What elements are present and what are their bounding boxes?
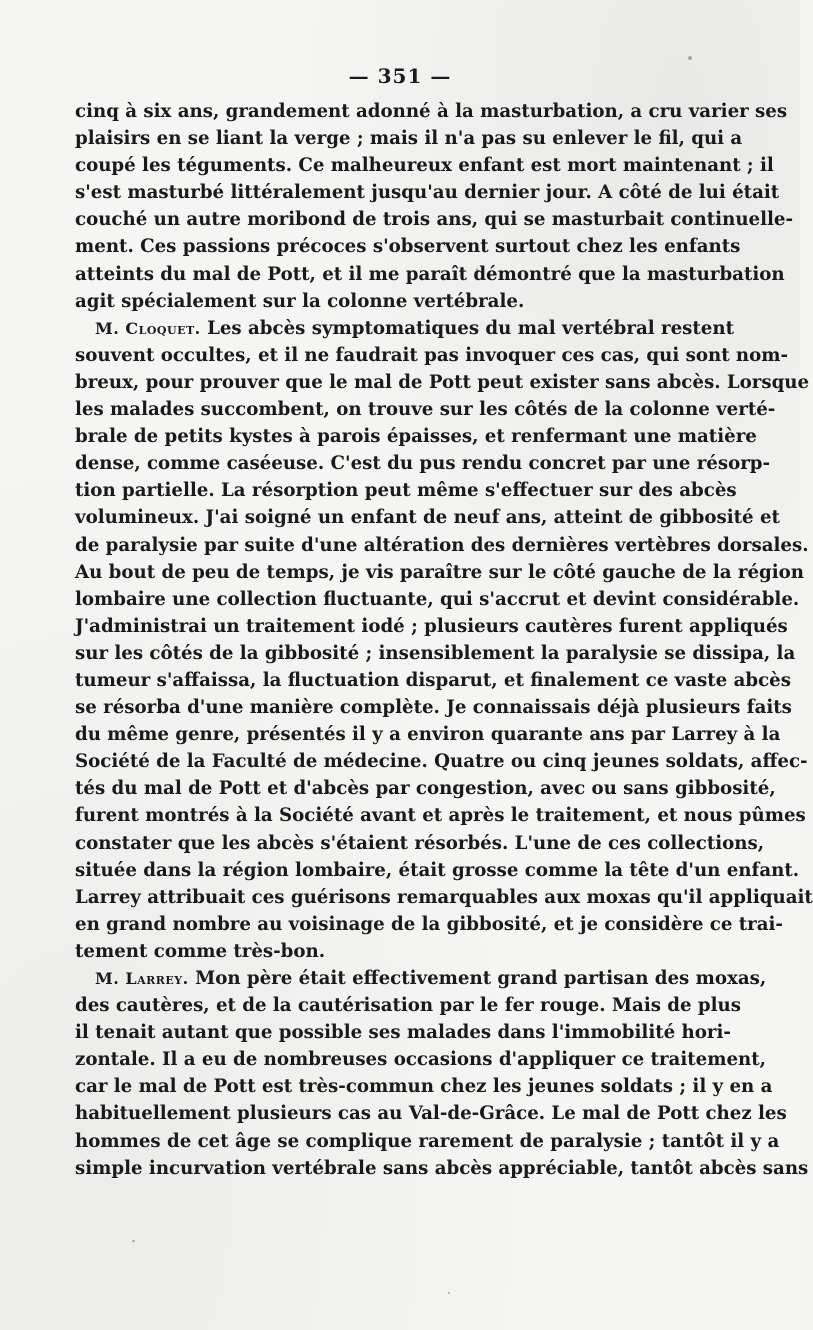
text-line: dense, comme caséeuse. C'est du pus rendu concret par une résorp- (75, 453, 771, 475)
text-line: souvent occultes, et il ne faudrait pas invoquer ces cas, qui sont nom- (75, 344, 789, 366)
scan-speck (132, 1240, 135, 1242)
speaker-line (75, 315, 734, 342)
text-line: coupé les téguments. Ce malheureux enfant est mort maintenant ; il (75, 155, 774, 177)
text-line: de paralysie par suite d'une altération des dernières vertèbres dorsales. (75, 534, 809, 556)
text-fragment: Les abcès symptomatiques du mal vertébral restent (207, 317, 734, 339)
text-line: plaisirs en se liant la verge ; mais il n'a pas su enlever le fil, qui a (75, 128, 743, 150)
text-line: sur les côtés de la gibbosité ; insensiblement la paralysie se dissipa, la (75, 642, 796, 664)
text-line: car le mal de Pott est très-commun chez les jeunes soldats ; il y en a (75, 1076, 773, 1098)
speaker-name: M. Cloquet. (95, 318, 201, 338)
text-line: habituellement plusieurs cas au Val-de-Grâce. Le mal de Pott chez les (75, 1103, 787, 1125)
text-line: Larrey attribuait ces guérisons remarquables aux moxas qu'il appliquait (75, 886, 813, 908)
text-line: située dans la région lombaire, était grosse comme la tête d'un enfant. (75, 859, 800, 881)
page-number: — 351 — (348, 64, 452, 88)
scan-speck (448, 1292, 450, 1294)
text-line: il tenait autant que possible ses malades dans l'immobilité hori- (75, 1022, 731, 1044)
text-line: zontale. Il a eu de nombreuses occasions d'appliquer ce traitement, (75, 1049, 766, 1071)
text-line: du même genre, présentés il y a environ quarante ans par Larrey à la (75, 724, 781, 746)
text-line: tumeur s'affaissa, la fluctuation disparut, et finalement ce vaste abcès (75, 669, 791, 691)
text-line: en grand nombre au voisinage de la gibbosité, et je considère ce trai- (75, 913, 783, 935)
text-fragment: Mon père était effectivement grand partisan des moxas, (195, 968, 767, 989)
text-line: les malades succombent, on trouve sur les côtés de la colonne verté- (75, 399, 776, 421)
text-line: des cautères, et de la cautérisation par le fer rouge. Mais de plus (75, 995, 742, 1017)
text-line: cinq à six ans, grandement adonné à la masturbation, a cru varier ses (75, 101, 788, 122)
text-line: s'est masturbé littéralement jusqu'au dernier jour. A côté de lui était (75, 182, 780, 204)
speaker-line (75, 965, 767, 992)
text-line: J'administrai un traitement iodé ; plusieurs cautères furent appliqués (75, 615, 788, 637)
text-line: ment. Ces passions précoces s'observent surtout chez les enfants (75, 236, 741, 258)
scan-speck (476, 268, 478, 271)
text-line: se résorba d'une manière complète. Je connaissais déjà plusieurs faits (75, 697, 792, 719)
text-line: lombaire une collection fluctuante, qui s'accrut et devint considérable. (75, 588, 800, 610)
text-line: Société de la Faculté de médecine. Quatre ou cinq jeunes soldats, affec- (75, 751, 808, 773)
speaker-name: M. Larrey. (95, 969, 189, 988)
text-line: atteints du mal de Pott, et il me paraît démontré que la masturbation (75, 263, 785, 285)
text-line: Au bout de peu de temps, je vis paraître sur le côté gauche de la région (75, 561, 804, 583)
text-line: brale de petits kystes à parois épaisses, et renfermant une matière (75, 426, 757, 448)
scan-speck (688, 56, 692, 60)
text-line: agit spécialement sur la colonne vertébrale. (75, 290, 525, 312)
text-line: couché un autre moribond de trois ans, qui se masturbait continuelle- (75, 209, 794, 231)
text-line: hommes de cet âge se complique rarement de paralysie ; tantôt il y a (75, 1130, 780, 1152)
text-line: tés du mal de Pott et d'abcès par congestion, avec ou sans gibbosité, (75, 778, 776, 800)
text-line: tion partielle. La résorption peut même s'effectuer sur des abcès (75, 480, 737, 502)
body-text (75, 98, 813, 1182)
text-line: volumineux. J'ai soigné un enfant de neuf ans, atteint de gibbosité et (75, 507, 780, 529)
text-line: constater que les abcès s'étaient résorbés. L'une de ces collections, (75, 832, 765, 854)
text-line: furent montrés à la Société avant et après le traitement, et nous pûmes (75, 805, 806, 827)
text-line: simple incurvation vertébrale sans abcès appréciable, tantôt abcès sans (75, 1157, 809, 1179)
text-line: breux, pour prouver que le mal de Pott peut exister sans abcès. Lorsque (75, 371, 810, 393)
text-line: tement comme très-bon. (75, 940, 326, 962)
